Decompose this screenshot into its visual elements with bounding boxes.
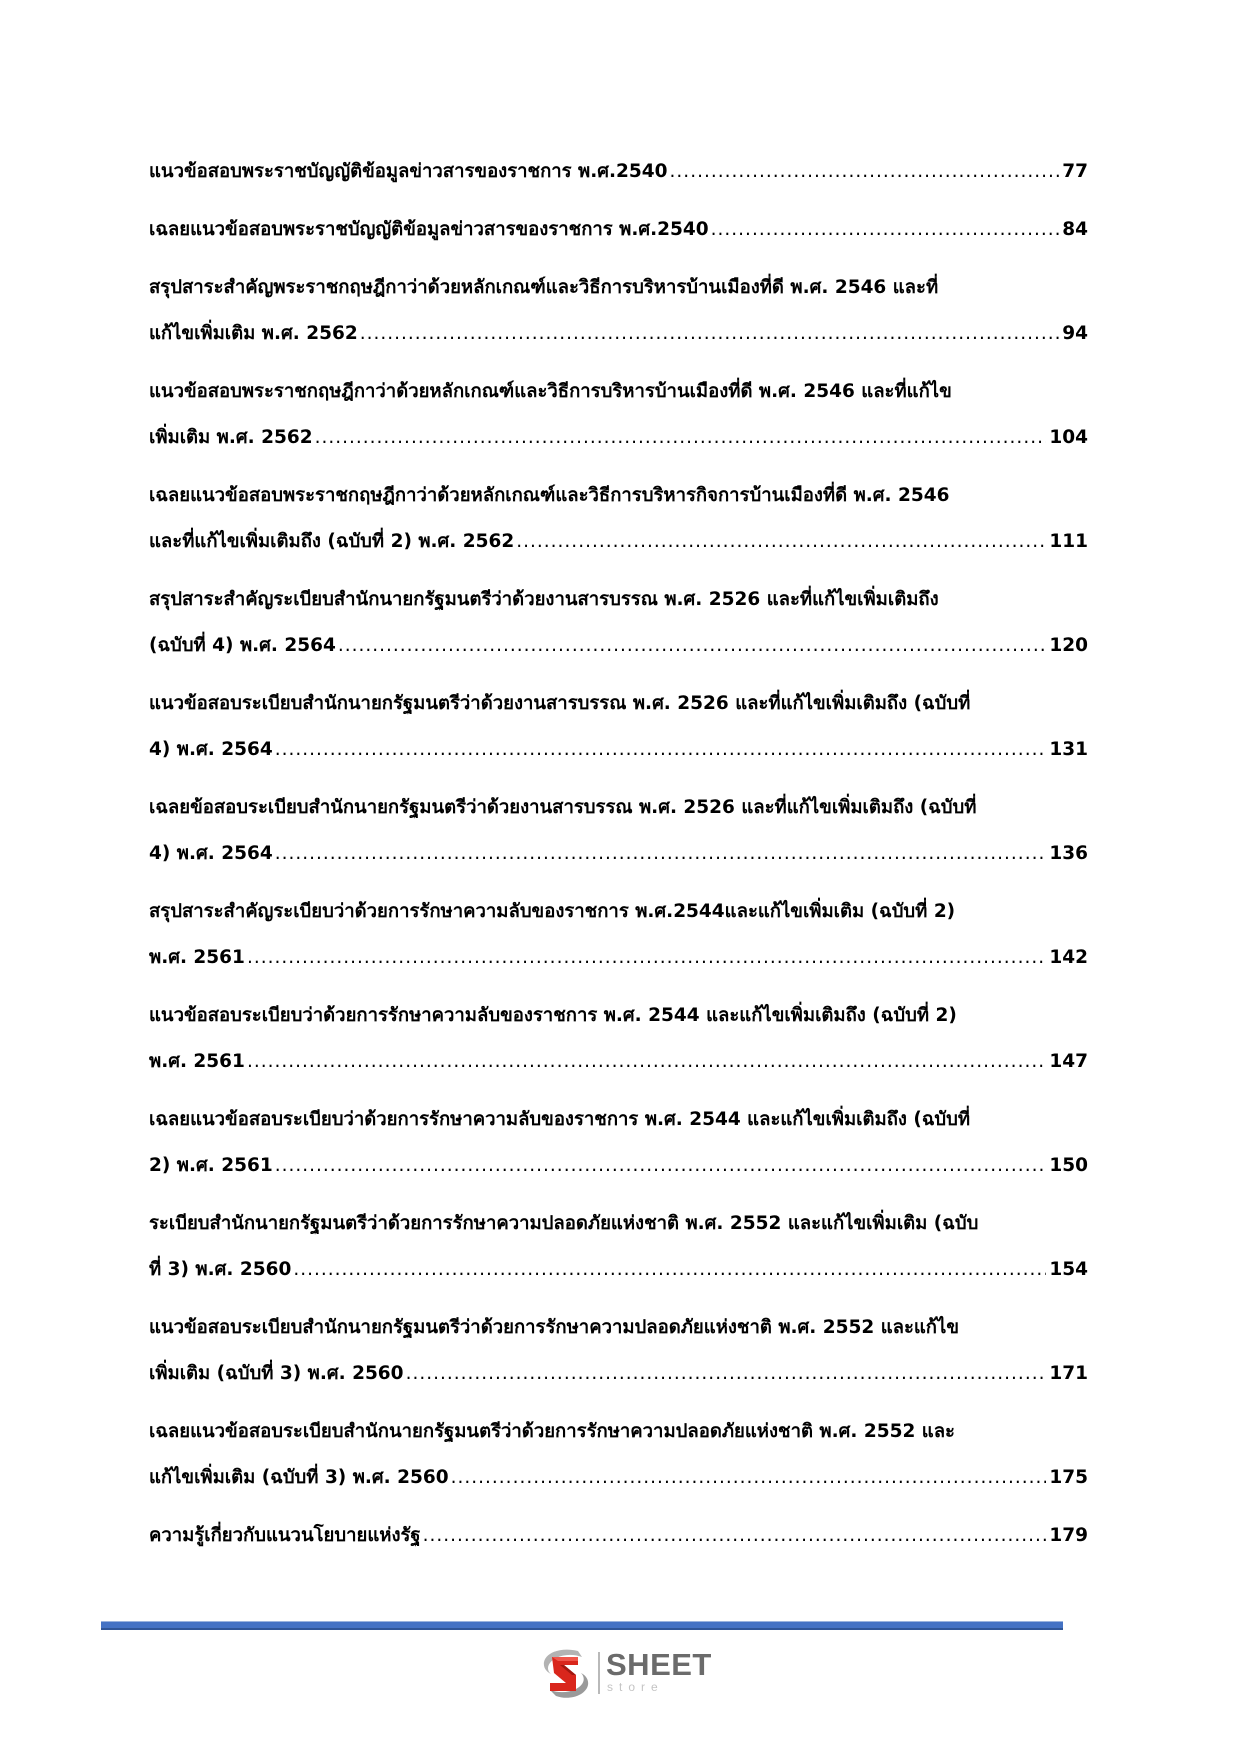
table-of-contents: [149, 149, 1088, 1571]
toc-entry[interactable]: [149, 1409, 1088, 1501]
toc-entry-title: แนวข้อสอบพระราชบัญญัติข้อมูลข่าวสารของราชการ พ.ศ.2540: [149, 161, 668, 182]
toc-entry-last-line: [149, 727, 1088, 773]
toc-entry[interactable]: [149, 785, 1088, 877]
toc-entry[interactable]: [149, 265, 1088, 357]
toc-entry-title: เพิ่มเติม (ฉบับที่ 3) พ.ศ. 2560: [149, 1363, 404, 1384]
toc-entry-title: ที่ 3) พ.ศ. 2560: [149, 1259, 292, 1280]
toc-entry-title-line: สรุปสาระสำคัญระเบียบสำนักนายกรัฐมนตรีว่าด้วยงานสารบรรณ พ.ศ. 2526 และที่แก้ไขเพิ่มเติมถึง: [149, 589, 939, 610]
toc-entry-title: แก้ไขเพิ่มเติม (ฉบับที่ 3) พ.ศ. 2560: [149, 1467, 449, 1488]
toc-entry-title: เฉลยแนวข้อสอบพระราชบัญญัติข้อมูลข่าวสารของราชการ พ.ศ.2540: [149, 219, 709, 240]
toc-entry-last-line: [149, 1513, 1088, 1559]
toc-page-number[interactable]: 150: [1049, 1155, 1088, 1176]
toc-entry-title-line: แนวข้อสอบระเบียบสำนักนายกรัฐมนตรีว่าด้วยการรักษาความปลอดภัยแห่งชาติ พ.ศ. 2552 และแก้ไข: [149, 1317, 959, 1338]
toc-entry-title: และที่แก้ไขเพิ่มเติมถึง (ฉบับที่ 2) พ.ศ. 2562: [149, 531, 515, 552]
toc-page-number[interactable]: 111: [1049, 531, 1088, 552]
toc-entry-title: 2) พ.ศ. 2561: [149, 1155, 273, 1176]
toc-entry-last-line: [149, 149, 1088, 195]
dot-leader: [360, 311, 1060, 357]
dot-leader: [338, 623, 1047, 669]
logo-wordmark: SHEET: [606, 1647, 712, 1682]
toc-entry-last-line: [149, 623, 1088, 669]
dot-leader: [406, 1351, 1047, 1397]
toc-page-number[interactable]: 136: [1049, 843, 1088, 864]
toc-entry-title-line: สรุปสาระสำคัญระเบียบว่าด้วยการรักษาความลับของราชการ พ.ศ.2544และแก้ไขเพิ่มเติม (ฉบับที่ 2): [149, 901, 956, 922]
sheet-store-logo: [538, 1647, 712, 1700]
dot-leader: [423, 1513, 1047, 1559]
toc-entry[interactable]: [149, 993, 1088, 1085]
logo-subtitle: store: [607, 1680, 664, 1694]
toc-page-number[interactable]: 84: [1062, 219, 1088, 240]
dot-leader: [315, 415, 1047, 461]
toc-entry-title-line: แนวข้อสอบพระราชกฤษฎีกาว่าด้วยหลักเกณฑ์และวิธีการบริหารบ้านเมืองที่ดี พ.ศ. 2546 และที่แก้ไข: [149, 381, 952, 402]
toc-entry-last-line: [149, 207, 1088, 253]
toc-entry-title: ความรู้เกี่ยวกับแนวนโยบายแห่งรัฐ: [149, 1525, 421, 1546]
toc-entry-last-line: [149, 1039, 1088, 1085]
toc-page-number[interactable]: 77: [1062, 161, 1088, 182]
toc-page-number[interactable]: 142: [1049, 947, 1088, 968]
dot-leader: [293, 1247, 1046, 1293]
toc-page-number[interactable]: 179: [1049, 1525, 1088, 1546]
dot-leader: [275, 727, 1047, 773]
toc-entry[interactable]: [149, 369, 1088, 461]
toc-entry[interactable]: [149, 1097, 1088, 1189]
toc-entry-last-line: [149, 1455, 1088, 1501]
toc-entry-title: พ.ศ. 2561: [149, 947, 245, 968]
toc-entry-title: พ.ศ. 2561: [149, 1051, 245, 1072]
toc-entry-last-line: [149, 415, 1088, 461]
dot-leader: [275, 831, 1047, 877]
toc-entry-last-line: [149, 1143, 1088, 1189]
toc-entry-title-line: ระเบียบสำนักนายกรัฐมนตรีว่าด้วยการรักษาความปลอดภัยแห่งชาติ พ.ศ. 2552 และแก้ไขเพิ่มเติม (ฉบับ: [149, 1213, 979, 1234]
dot-leader: [516, 519, 1046, 565]
toc-entry-title-line: เฉลยข้อสอบระเบียบสำนักนายกรัฐมนตรีว่าด้วยงานสารบรรณ พ.ศ. 2526 และที่แก้ไขเพิ่มเติมถึง (ฉบับที่: [149, 797, 977, 818]
toc-entry-title-line: แนวข้อสอบระเบียบว่าด้วยการรักษาความลับของราชการ พ.ศ. 2544 และแก้ไขเพิ่มเติมถึง (ฉบับที่ 2): [149, 1005, 957, 1026]
toc-entry-title-line: สรุปสาระสำคัญพระราชกฤษฎีกาว่าด้วยหลักเกณฑ์และวิธีการบริหารบ้านเมืองที่ดี พ.ศ. 2546 และที่: [149, 277, 939, 298]
toc-entry-title-line: เฉลยแนวข้อสอบระเบียบว่าด้วยการรักษาความลับของราชการ พ.ศ. 2544 และแก้ไขเพิ่มเติมถึง (ฉบับที่: [149, 1109, 971, 1130]
toc-entry-title-line: เฉลยแนวข้อสอบพระราชกฤษฎีกาว่าด้วยหลักเกณฑ์และวิธีการบริหารกิจการบ้านเมืองที่ดี พ.ศ. 2546: [149, 485, 950, 506]
sheet-store-s-logo-icon: [538, 1648, 592, 1700]
toc-entry-title: 4) พ.ศ. 2564: [149, 843, 273, 864]
dot-leader: [247, 935, 1046, 981]
toc-entry-last-line: [149, 831, 1088, 877]
toc-entry[interactable]: [149, 1305, 1088, 1397]
toc-page-number[interactable]: 171: [1049, 1363, 1088, 1384]
toc-entry-title-line: เฉลยแนวข้อสอบระเบียบสำนักนายกรัฐมนตรีว่าด้วยการรักษาความปลอดภัยแห่งชาติ พ.ศ. 2552 และ: [149, 1421, 955, 1442]
toc-entry-title: เพิ่มเติม พ.ศ. 2562: [149, 427, 313, 448]
toc-entry-last-line: [149, 1351, 1088, 1397]
dot-leader: [247, 1039, 1046, 1085]
toc-entry-last-line: [149, 1247, 1088, 1293]
toc-page-number[interactable]: 104: [1049, 427, 1088, 448]
toc-page-number[interactable]: 120: [1049, 635, 1088, 656]
toc-entry-title: (ฉบับที่ 4) พ.ศ. 2564: [149, 635, 336, 656]
toc-entry[interactable]: [149, 207, 1088, 253]
logo-divider: [598, 1652, 600, 1694]
toc-entry-last-line: [149, 519, 1088, 565]
dot-leader: [451, 1455, 1047, 1501]
toc-entry-title: 4) พ.ศ. 2564: [149, 739, 273, 760]
toc-page-number[interactable]: 131: [1049, 739, 1088, 760]
toc-entry-last-line: [149, 935, 1088, 981]
toc-entry[interactable]: [149, 577, 1088, 669]
toc-page-number[interactable]: 175: [1049, 1467, 1088, 1488]
toc-entry[interactable]: [149, 473, 1088, 565]
dot-leader: [711, 207, 1060, 253]
toc-entry[interactable]: [149, 889, 1088, 981]
toc-entry[interactable]: [149, 1513, 1088, 1559]
toc-entry-title-line: แนวข้อสอบระเบียบสำนักนายกรัฐมนตรีว่าด้วยงานสารบรรณ พ.ศ. 2526 และที่แก้ไขเพิ่มเติมถึง (ฉบับที่: [149, 693, 971, 714]
toc-entry[interactable]: [149, 681, 1088, 773]
toc-entry[interactable]: [149, 149, 1088, 195]
toc-page-number[interactable]: 147: [1049, 1051, 1088, 1072]
toc-page-number[interactable]: 154: [1049, 1259, 1088, 1280]
toc-entry-last-line: [149, 311, 1088, 357]
dot-leader: [275, 1143, 1047, 1189]
toc-entry-title: แก้ไขเพิ่มเติม พ.ศ. 2562: [149, 323, 358, 344]
toc-entry[interactable]: [149, 1201, 1088, 1293]
footer-divider: [101, 1621, 1063, 1630]
toc-page-number[interactable]: 94: [1062, 323, 1088, 344]
dot-leader: [670, 149, 1060, 195]
